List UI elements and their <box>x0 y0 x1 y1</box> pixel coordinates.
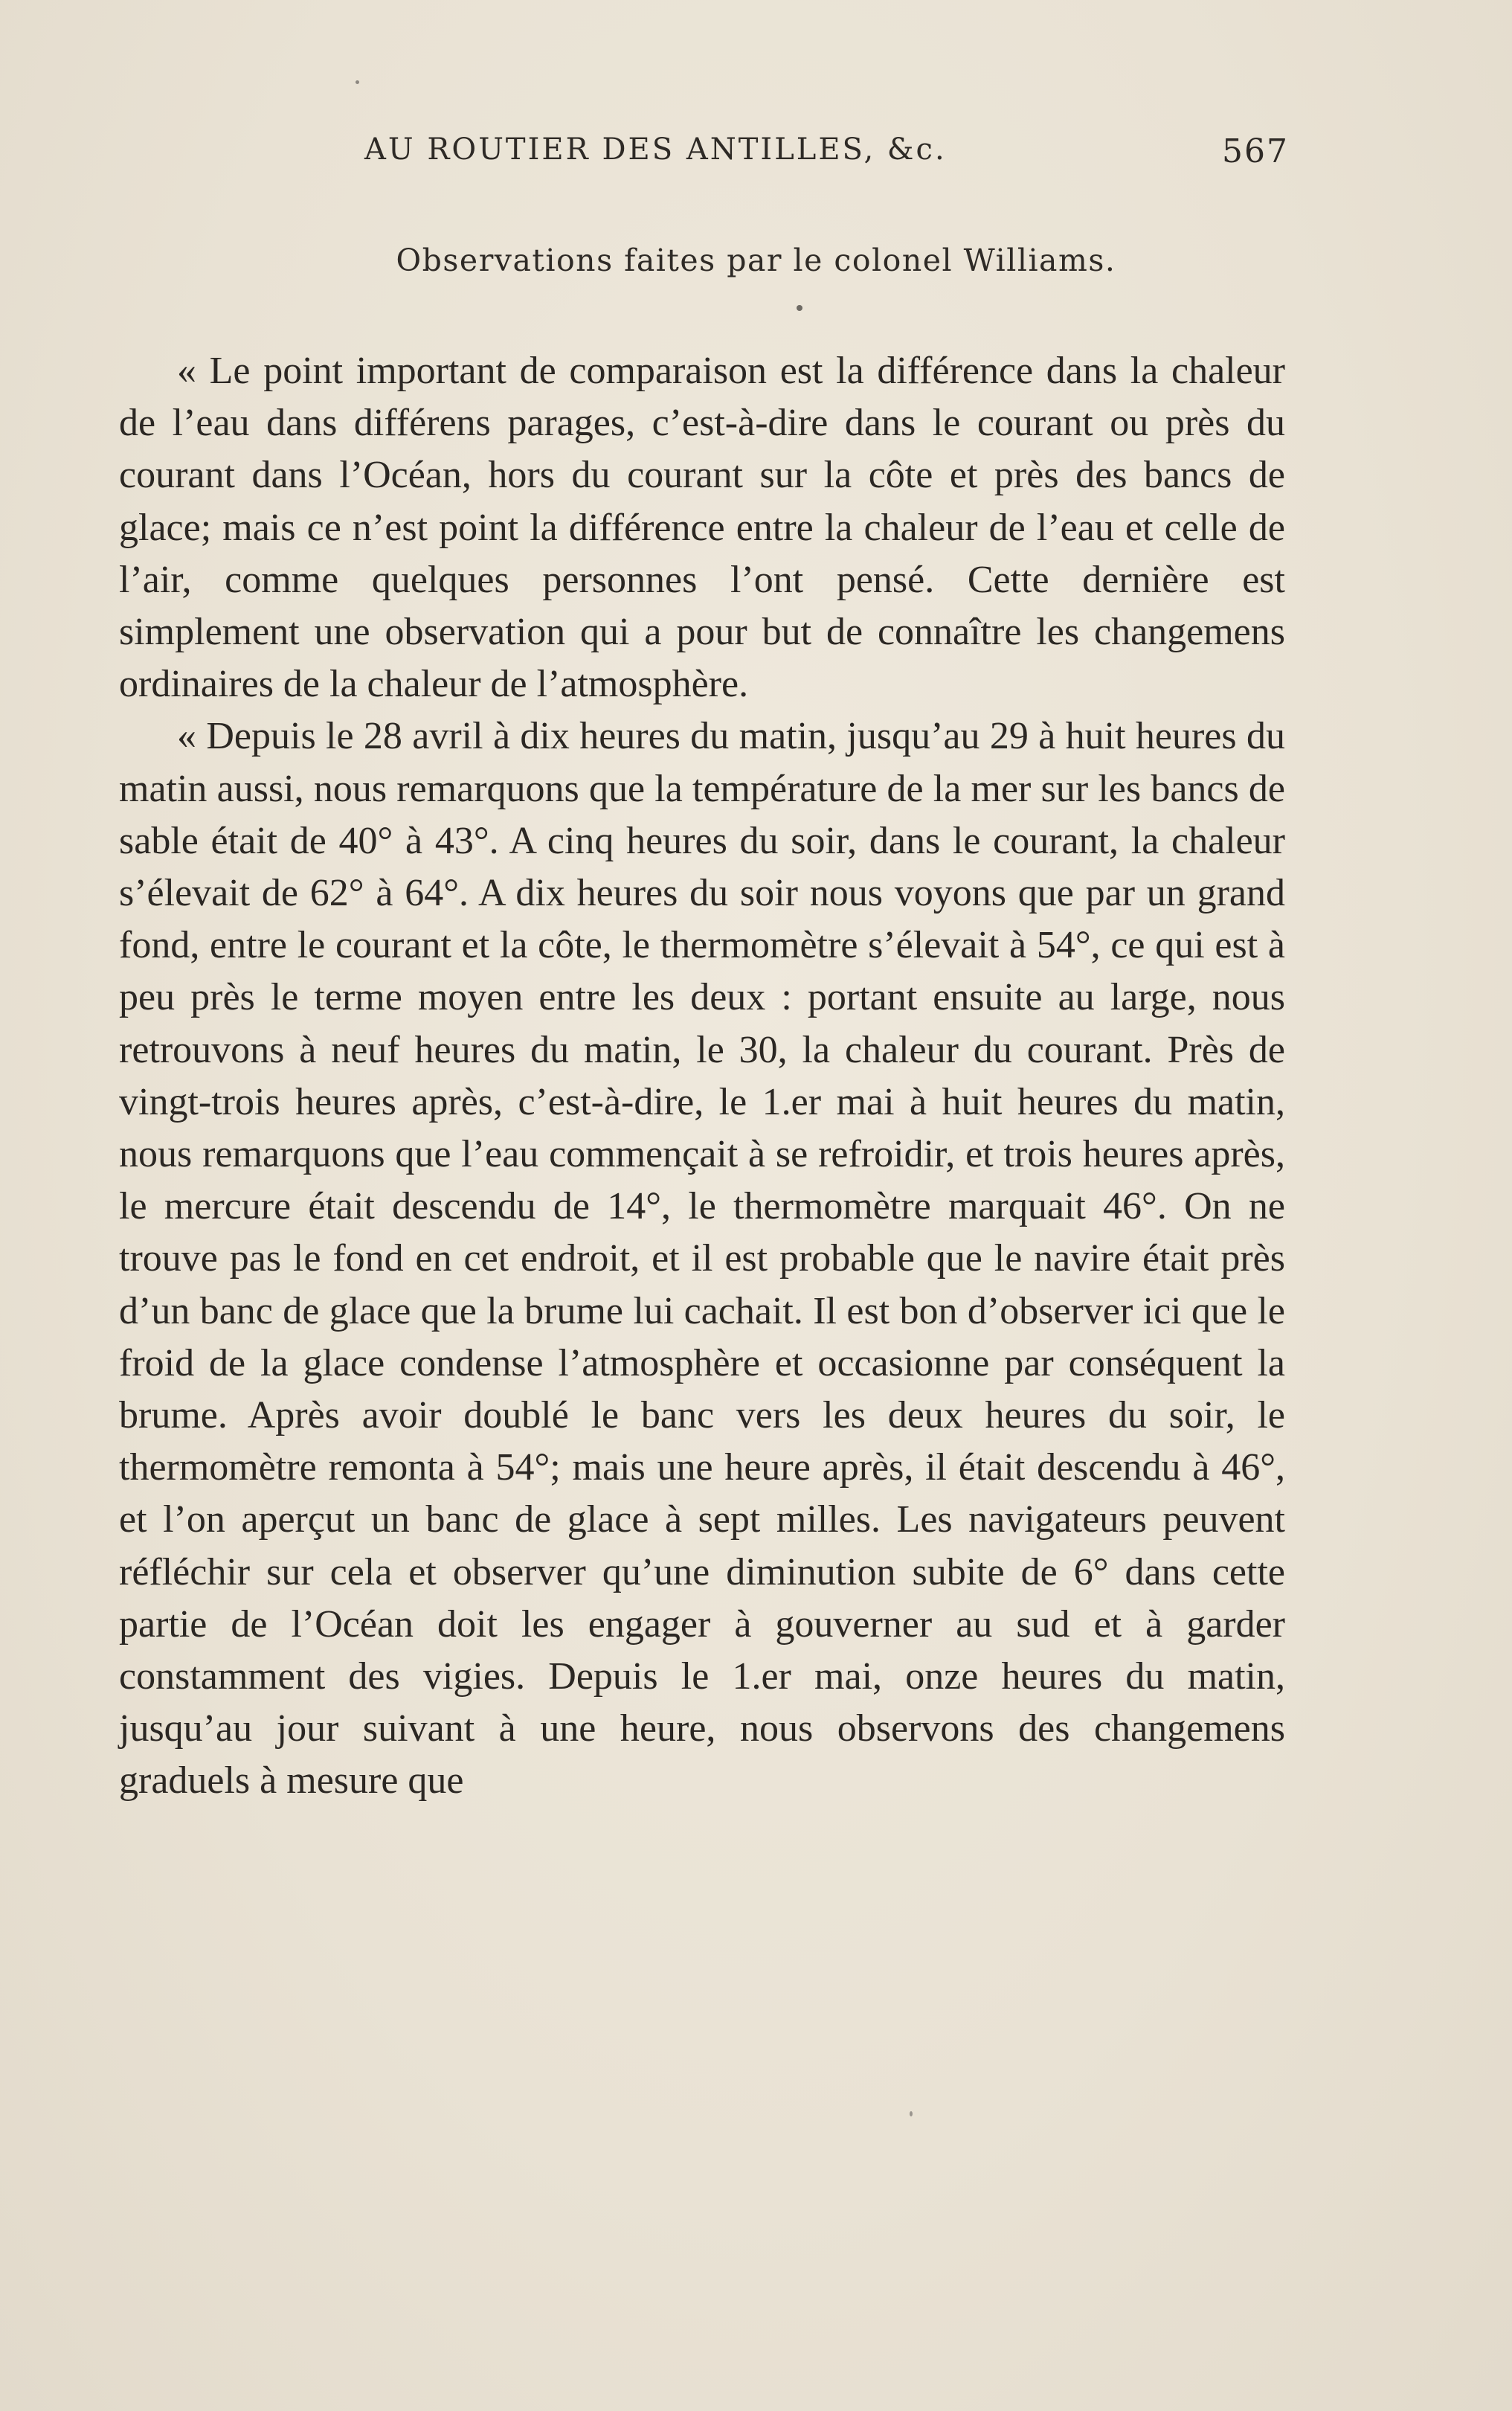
speck-mark <box>910 2111 913 2116</box>
paragraph-2: « Depuis le 28 avril à dix heures du matin, jusqu’au 29 à huit heures du matin aussi, nous remarquons que la température de la mer sur les bancs de sable était de 40° à 43°. A cinq heures du soir, dans le courant, la chaleur s’élevait de 62° à 64°. A dix heures du soir nous voyons que par un grand fond, entre le courant et la côte, le thermomètre s’élevait à 54°, ce qui est à peu près le terme moyen entre les deux : portant ensuite au large, nous retrouvons à neuf heures du matin, le 30, la chaleur du courant. Près de vingt-trois heures après, c’est-à-dire, le 1.er mai à huit heures du matin, nous remarquons que l’eau commençait à se refroidir, et trois heures après, le mercure était descendu de 14°, le thermomètre marquait 46°. On ne trouve pas le fond en cet endroit, et il est probable que le navire était près d’un banc de glace que la brume lui cachait. Il est bon d’observer ici que le froid de la glace condense l’atmosphère et occasionne par conséquent la brume. Après avoir doublé le banc vers les deux heures du soir, le thermomètre remonta à 54°; mais une heure après, il était descendu à 46°, et l’on aperçut un banc de glace à sept milles. Les navigateurs peuvent réfléchir sur cela et observer qu’une diminution subite de 6° dans cette partie de l’Océan doit les engager à gouverner au sud et à garder constamment des vigies. Depuis le 1.er mai, onze heures du matin, jusqu’au jour suivant à une heure, nous observons des changemens graduels à mesure que <box>119 715 1285 1802</box>
section-title: Observations faites par le colonel Williams. <box>396 243 1116 278</box>
page-header <box>364 132 1289 177</box>
paragraph-1: « Le point important de comparaison est la différence dans la chaleur de l’eau dans différens parages, c’est-à-dire dans le courant ou près du courant dans l’Océan, hors du courant sur la côte et près des bancs de glace; mais ce n’est point la différence entre la chaleur de l’eau et celle de l’air, comme quelques personnes l’ont pensé. Cette dernière est simplement une observation qui a pour but de connaître les changemens ordinaires de la chaleur de l’atmosphère. <box>119 350 1285 706</box>
page-number: 567 <box>1222 132 1289 170</box>
body-text <box>119 345 1285 1808</box>
ornament-dot <box>797 305 802 311</box>
running-title: AU ROUTIER DES ANTILLES, &c. <box>364 132 947 167</box>
speck-mark <box>356 80 359 84</box>
